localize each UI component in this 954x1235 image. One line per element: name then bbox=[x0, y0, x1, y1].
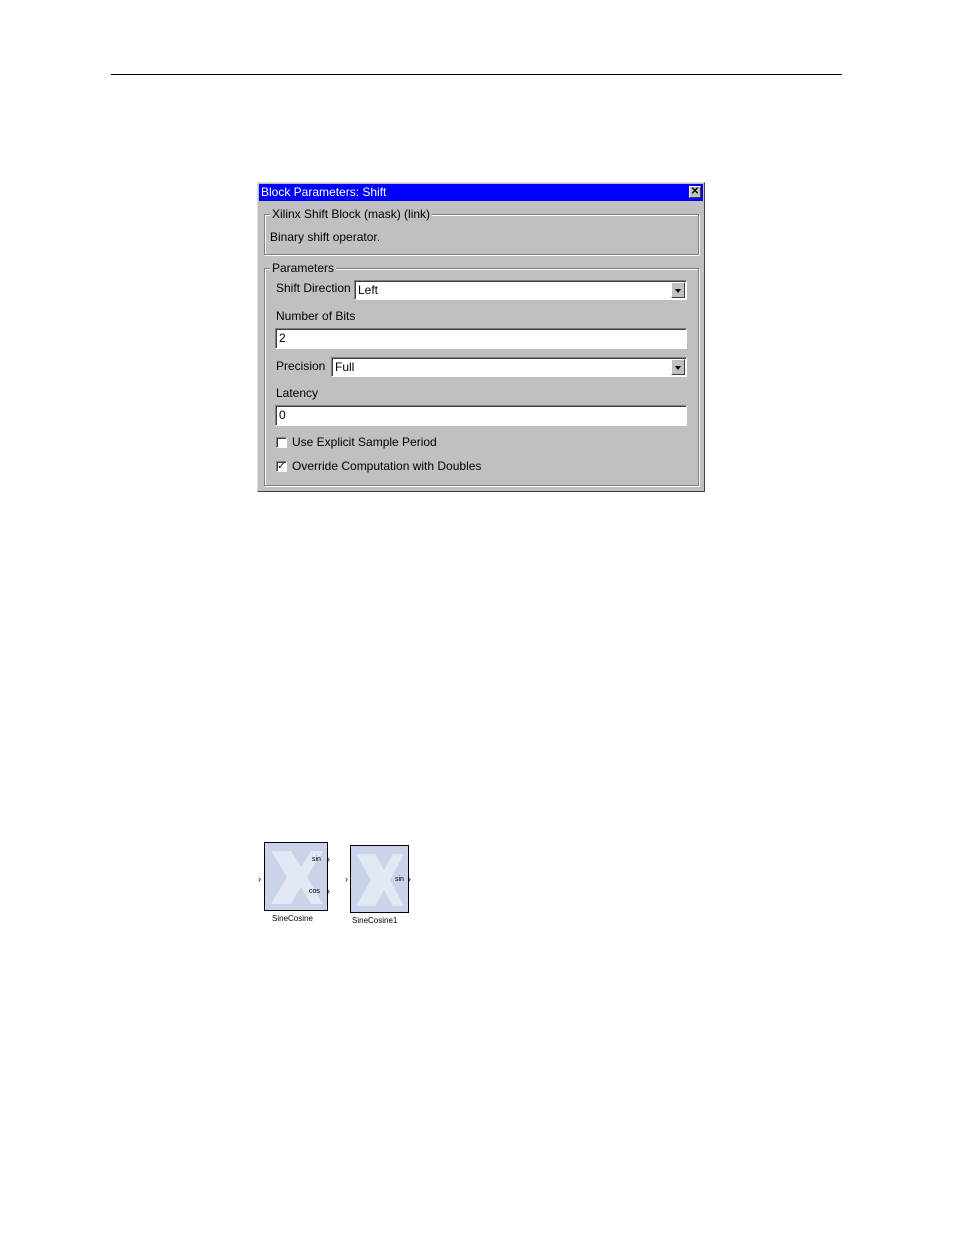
dropdown-arrow-icon[interactable] bbox=[671, 359, 685, 375]
precision-value: Full bbox=[335, 360, 355, 374]
precision-select[interactable] bbox=[331, 357, 687, 377]
dialog-title: Block Parameters: Shift bbox=[261, 185, 387, 199]
use-explicit-sample-period-label[interactable]: Use Explicit Sample Period bbox=[292, 435, 437, 449]
sinecosine-block-label: SineCosine bbox=[272, 914, 313, 923]
port-sin-label: sin bbox=[395, 876, 404, 883]
mask-group bbox=[264, 207, 699, 255]
parameters-group-legend: Parameters bbox=[272, 261, 335, 275]
sinecosine-block[interactable] bbox=[264, 842, 328, 911]
number-of-bits-input[interactable]: 2 bbox=[275, 328, 687, 349]
override-computation-checkbox[interactable]: ✓ bbox=[277, 461, 286, 472]
sinecosine1-block-label: SineCosine1 bbox=[352, 916, 398, 925]
shift-direction-value: Left bbox=[358, 283, 379, 297]
mask-description: Binary shift operator. bbox=[270, 230, 381, 244]
sinecosine1-block[interactable] bbox=[350, 845, 409, 913]
shift-direction-label: Shift Direction bbox=[276, 281, 351, 295]
xilinx-logo-icon bbox=[265, 843, 328, 911]
mask-group-legend: Xilinx Shift Block (mask) (link) bbox=[272, 207, 431, 221]
port-cos-label: cos bbox=[309, 888, 320, 895]
dropdown-arrow-icon[interactable] bbox=[671, 282, 685, 298]
input-port-icon: › bbox=[345, 874, 348, 884]
close-icon[interactable]: ✕ bbox=[690, 186, 700, 197]
output-port-icon: › bbox=[327, 854, 330, 864]
input-port-icon: › bbox=[258, 874, 261, 884]
parameters-group bbox=[264, 261, 699, 486]
latency-label: Latency bbox=[276, 386, 319, 400]
output-port-icon: › bbox=[408, 874, 411, 884]
block-parameters-dialog bbox=[257, 182, 705, 492]
use-explicit-sample-period-checkbox[interactable] bbox=[276, 437, 287, 448]
override-computation-label[interactable]: Override Computation with Doubles bbox=[292, 459, 482, 473]
number-of-bits-label: Number of Bits bbox=[276, 309, 356, 323]
dialog-titlebar[interactable] bbox=[259, 184, 703, 201]
output-port-icon: › bbox=[327, 886, 330, 896]
precision-label: Precision bbox=[276, 359, 326, 373]
latency-input[interactable]: 0 bbox=[275, 405, 687, 426]
shift-direction-select[interactable] bbox=[354, 280, 687, 300]
port-sin-label: sin bbox=[312, 856, 321, 863]
page-header-rule bbox=[111, 74, 842, 75]
